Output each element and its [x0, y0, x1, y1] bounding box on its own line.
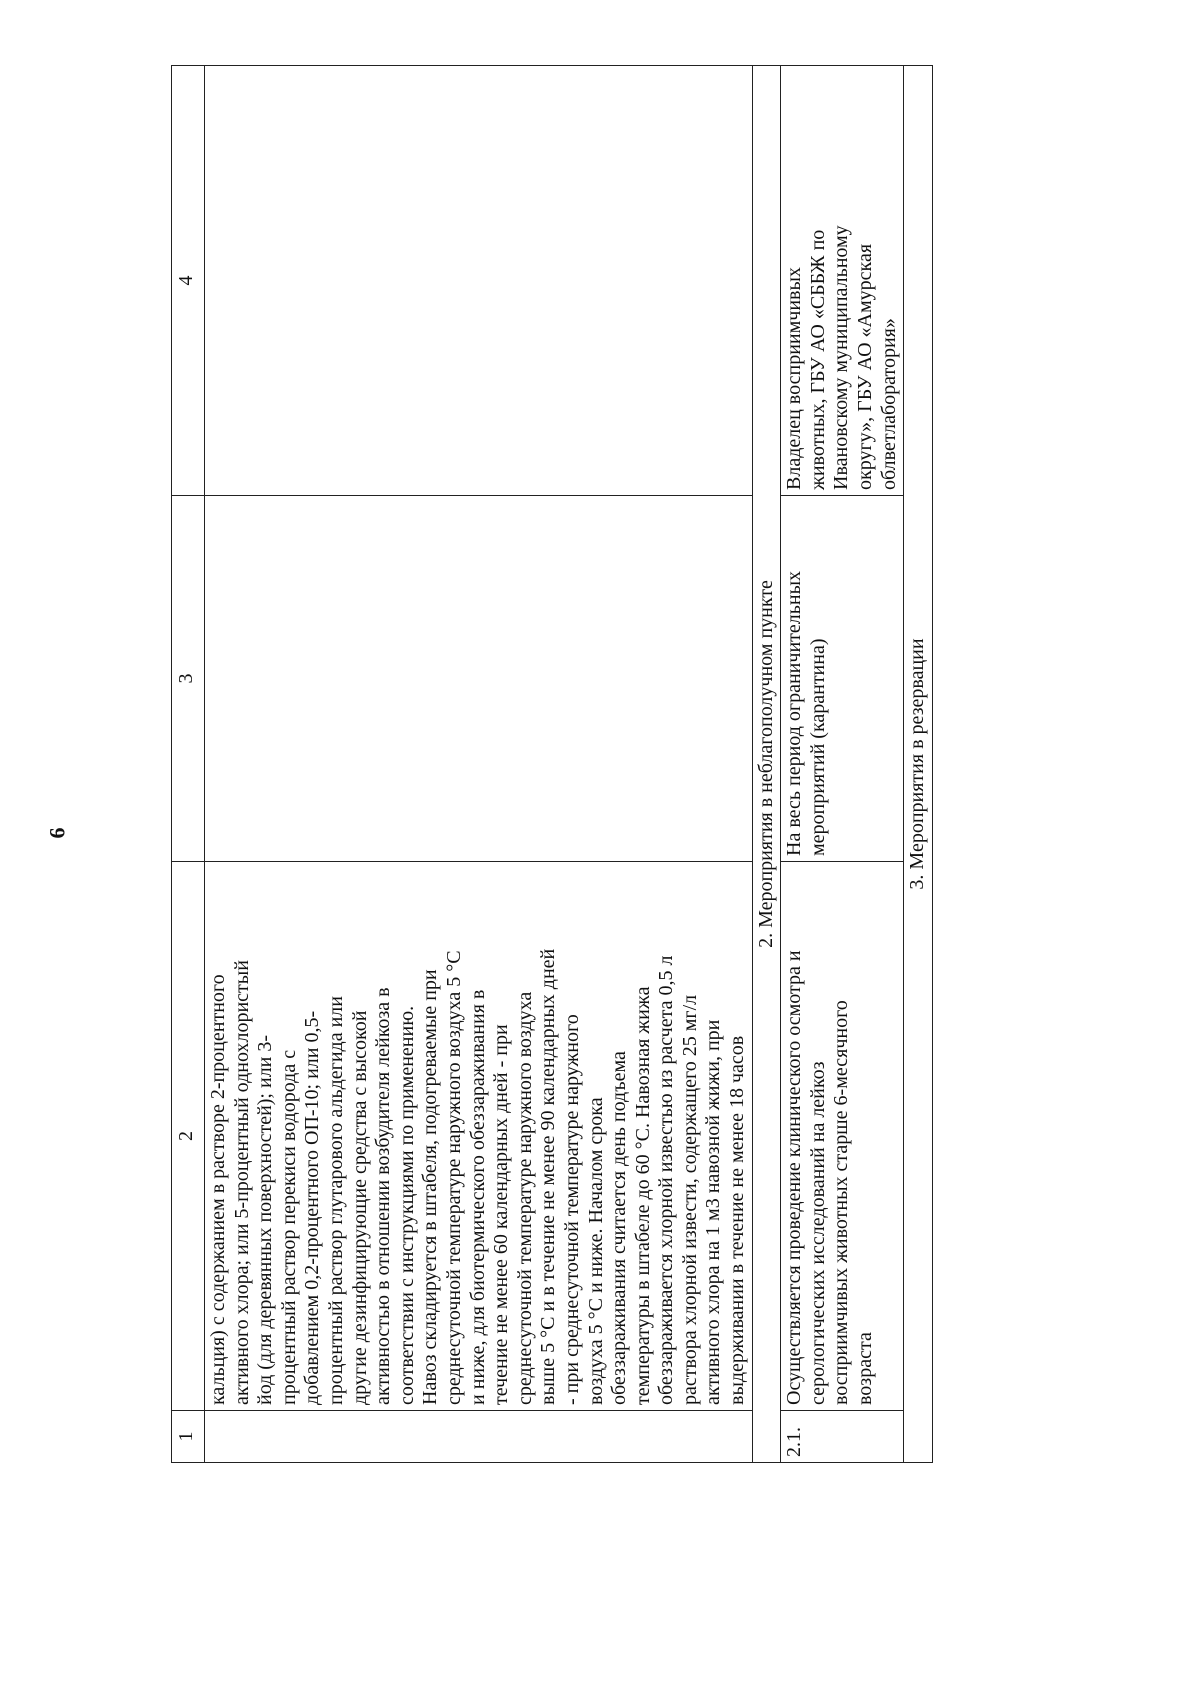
row-2-1-responsible: [781, 66, 904, 496]
text-line: соответствии с инструкциями по применению.: [395, 1005, 418, 1405]
text-line: восприимчивых животных старше 6-месячного: [830, 1000, 853, 1405]
text-line: выше 5 °С и в течение не менее 90 календарных дней: [537, 948, 560, 1405]
text-line: обеззараживания считается день подъема: [608, 1051, 631, 1405]
text-line: Владелец восприимчивых: [783, 267, 806, 490]
text-line: округу», ГБУ АО «Амурская: [854, 243, 877, 490]
text-line: активного хлора на 1 м3 навозной жижи, при: [702, 1019, 725, 1405]
text-line: течение не менее 60 календарных дней - при: [490, 1024, 513, 1405]
text-line: добавлением 0,2-процентного ОП-10; или 0,5-: [301, 1010, 324, 1405]
continued-row-deadline: [205, 496, 753, 862]
text-line: среднесуточной температуре наружного воздуха: [513, 991, 536, 1405]
text-line: обеззараживается хлорной известью из расчета 0,5 л: [655, 955, 678, 1405]
row-2-1-deadline: [781, 496, 904, 862]
header-col-2: 2: [172, 862, 205, 1411]
text-line: Навоз складируется в штабеля, подогреваемые при: [419, 969, 442, 1405]
text-line: мероприятий (карантина): [806, 638, 829, 856]
continued-row-num: [205, 1411, 753, 1463]
row-2-1: [781, 66, 904, 1463]
text-line: активностью в отношении возбудителя лейкоза в: [372, 987, 395, 1405]
text-line: выдерживании в течение не менее 18 часов: [726, 1035, 749, 1405]
text-line: облветлаборатория»: [877, 318, 900, 490]
text-line: среднесуточной температуре наружного воздуха 5 °С: [442, 950, 465, 1405]
text-line: раствора хлорной извести, содержащего 25 мг/л: [678, 994, 701, 1405]
text-line: возраста: [854, 1332, 877, 1405]
text-line: другие дезинфицирующие средства с высокой: [348, 1010, 371, 1405]
text-line: На весь период ограничительных: [783, 570, 806, 856]
continued-row-measure: [205, 862, 753, 1411]
header-col-3: 3: [172, 496, 205, 862]
continued-row-responsible: [205, 66, 753, 496]
text-line: температуры в штабеле до 60 °С. Навозная жижа: [631, 986, 654, 1405]
text-line: и ниже, для биотермического обеззараживания в: [466, 989, 489, 1405]
continued-row: [205, 66, 753, 1463]
text-line: кальция) с содержанием в растворе 2-процентного: [207, 974, 229, 1405]
measures-table: [171, 65, 933, 1463]
text-line: йод (для деревянных поверхностей); или 3-: [254, 1034, 277, 1405]
section-2-row: [752, 66, 781, 1463]
text-line: - при среднесуточной температуре наружного: [560, 1014, 583, 1405]
row-2-1-measure: [781, 862, 904, 1411]
text-line: животных, ГБУ АО «СББЖ по: [806, 229, 829, 490]
rotated-page-content: [171, 66, 1063, 1463]
row-2-1-num: 2.1.: [781, 1411, 904, 1463]
text-line: процентный раствор глутарового альдегида или: [324, 996, 347, 1405]
section-3-row: [904, 66, 933, 1463]
text-line: серологических исследований на лейкоз: [806, 1061, 829, 1405]
section-2-title: 2. Мероприятия в неблагополучном пункте: [752, 66, 781, 1463]
text-line: активного хлора; или 5-процентный однохлористый: [230, 960, 253, 1405]
text-line: процентный раствор перекиси водорода с: [277, 1049, 300, 1405]
header-col-1: 1: [172, 1411, 205, 1463]
header-col-4: 4: [172, 66, 205, 496]
section-3-title: 3. Мероприятия в резервации: [904, 66, 933, 1463]
text-line: воздуха 5 °С и ниже. Началом срока: [584, 1097, 607, 1405]
page-number: 6: [44, 827, 70, 839]
text-line: Осуществляется проведение клинического осмотра и: [783, 950, 806, 1405]
header-row: [172, 66, 205, 1463]
text-line: Ивановскому муниципальному: [830, 225, 853, 490]
